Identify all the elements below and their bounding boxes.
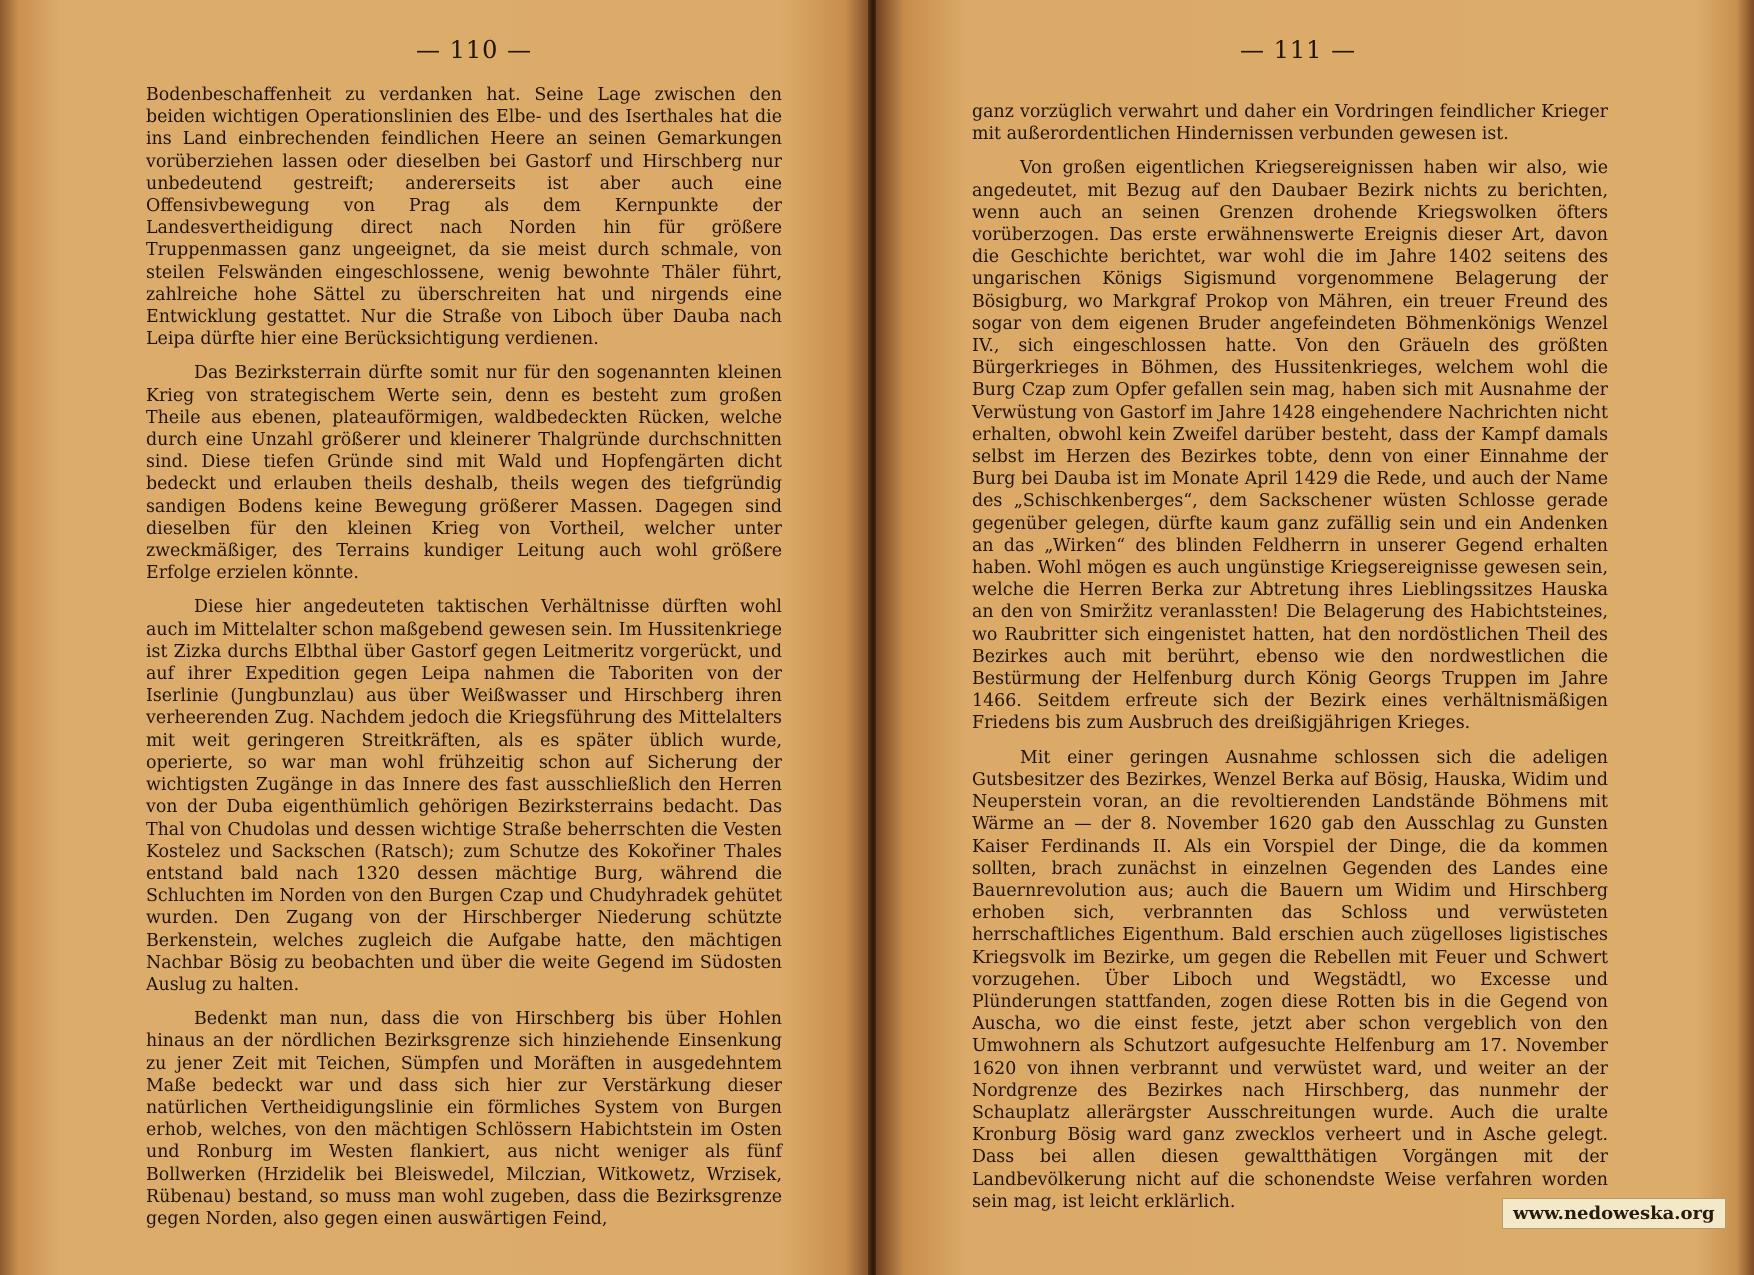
paragraph: Diese hier angedeuteten taktischen Verhältnisse dürften wohl auch im Mittelalter schon maßgebend gewesen sein. Im Hussitenkriege ist Zizka durchs Elbthal über Gastorf gegen Leitmeritz vorgerückt, und auf ihrer Expedition gegen Leipa nahmen die Taboriten von der Iserlinie (Jungbunzlau) aus über Weißwasser und Hirschberg ihren verheerenden Zug. Nachdem jedoch die Kriegsführung des Mittelalters mit weit geringeren Streitkräften, als es später üblich wurde, operierte, so war man wohl frühzeitig schon auf Sicherung der wichtigsten Zugänge in das Innere des fast ausschließlich den Herren von der Duba eigenthümlich gehörigen Bezirksterrains bedacht. Das Thal von Chudolas und dessen wichtige Straße beherrschten die Vesten Kostelez und Sackschen (Ratsch); zum Schutze des Kokořiner Thales entstand bald nach 1320 dessen mächtige Burg, während die Schluchten im Norden von den Burgen Czap und Chudyhradek gehütet wurden. Den Zugang von der Hirschberger Niederung schützte Berkenstein, welches zugleich die Aufgabe hatte, den mächtigen Nachbar Bösig zu beobachten und über die weite Gegend im Südosten Auslug zu halten. xyxy=(146,597,782,995)
page-number-left: — 110 — xyxy=(416,36,533,64)
right-page xyxy=(876,0,1754,1275)
left-page-text xyxy=(146,84,782,1230)
left-page xyxy=(0,0,872,1275)
paragraph: Von großen eigentlichen Kriegsereignissen haben wir also, wie angedeutet, mit Bezug auf den Daubaer Bezirk nichts zu berichten, wenn auch an seinen Grenzen drohende Kriegswolken öfters vorüberzogen. Das erste erwähnenswerte Ereignis dieser Art, davon die Geschichte berichtet, war wohl die im Jahre 1402 seitens des ungarischen Königs Sigismund vorgenommene Belagerung der Bösigburg, wo Markgraf Prokop von Mähren, ein treuer Freund des sogar von dem eigenen Bruder angefeindeten Böhmenkönigs Wenzel IV., sich eingeschlossen hatte. Von den Gräueln des größten Bürgerkrieges in Böhmen, des Hussitenkrieges, welchem wohl die Burg Czap zum Opfer gefallen sein mag, haben sich mit Ausnahme der Verwüstung von Gastorf im Jahre 1428 eingehendere Nachrichten nicht erhalten, obwohl kein Zweifel darüber besteht, dass der Kampf damals selbst im Herzen des Bezirkes tobte, denn von einer Einnahme der Burg bei Dauba ist im Monate April 1429 die Rede, und auch der Name des „Schischkenberges“, dem Sackschener wüsten Schlosse gerade gegenüber gelegen, dürfte kaum ganz zufällig sein und ein Andenken an das „Wirken“ des blinden Feldherrn in unserer Gegend erhalten haben. Wohl mögen es auch ungünstige Kriegsereignisse gewesen sein, welche die Herren Berka zur Abtretung ihres Lieblingssitzes Hauska an den von Smiržitz veranlassten! Die Belagerung des Habichtsteines, wo Raubritter sich eingenistet hatten, hat den nordöstlichen Theil des Bezirkes auch mit berührt, ebenso wie den nordwestlichen die Bestürmung der Helfenburg durch König Georgs Truppen im Jahre 1466. Seitdem erfreute sich der Bezirk eines verhältnismäßigen Friedens bis zum Ausbruch des dreißigjährigen Krieges. xyxy=(972,158,1608,734)
page-number-right: — 111 — xyxy=(1240,36,1357,64)
paragraph: Mit einer geringen Ausnahme schlossen sich die adeligen Gutsbesitzer des Bezirkes, Wenzel Berka auf Bösig, Hauska, Widim und Neuperstein voran, an die revoltierenden Landstände Böhmens mit Wärme an — der 8. November 1620 gab den Ausschlag zu Gunsten Kaiser Ferdinands II. Als ein Vorspiel der Dinge, die da kommen sollten, brach zunächst in einzelnen Gegenden des Landes eine Bauernrevolution aus; auch die Bauern um Widim und Hirschberg erhoben sich, verbrannten das Schloss und verwüsteten herrschaftliches Eigenthum. Bald erschien auch zügelloses ligistisches Kriegsvolk im Bezirke, um gegen die Rebellen mit Feuer und Schwert vorzugehen. Über Liboch und Wegstädtl, wo Excesse und Plünderungen stattfanden, zogen diese Rotten bis in die Gegend von Auscha, wo die einst feste, jetzt aber schon vergeblich von den Umwohnern als Schutzort aufgesuchte Helfenburg am 17. November 1620 von ihnen verbrannt und verwüstet ward, und weiter an der Nordgrenze des Bezirkes nach Hirschberg, das nunmehr der Schauplatz allerärgster Ausschreitungen wurde. Auch die uralte Kronburg Bösig ward ganz zwecklos verheert und in Asche gelegt. Dass bei allen diesen gewaltthätigen Vorgängen mit der Landbevölkerung nicht auf die schonendste Weise verfahren worden sein mag, ist leicht erklärlich. xyxy=(972,747,1608,1212)
paragraph: ganz vorzüglich verwahrt und daher ein Vordringen feindlicher Krieger mit außerordentlichen Hindernissen verbunden gewesen ist. xyxy=(972,102,1608,145)
paragraph: Bedenkt man nun, dass die von Hirschberg bis über Hohlen hinaus an der nördlichen Bezirksgrenze sich hinziehende Einsenkung zu jener Zeit mit Teichen, Sümpfen und Moräften in ausgedehntem Maße bedeckt war und dass sich hier zur Verstärkung dieser natürlichen Vertheidigungslinie ein förmliches System von Burgen erhob, welches, von den mächtigen Schlössern Habichtstein im Osten und Ronburg im Westen flankiert, aus nicht weniger als fünf Bollwerken (Hrzidelik bei Bleiswedel, Milczian, Witkowetz, Wrzisek, Rübenau) bestand, so muss man wohl zugeben, dass die Bezirksgrenze gegen Norden, also gegen einen auswärtigen Feind, xyxy=(146,1009,782,1229)
paragraph: Bodenbeschaffenheit zu verdanken hat. Seine Lage zwischen den beiden wichtigen Operationslinien des Elbe- und des Iserthales hat die ins Land einbrechenden feindlichen Heere an seinen Gemarkungen vorüberziehen lassen oder dieselben bei Gastorf und Hirschberg nur unbedeutend gestreift; andererseits ist aber auch eine Offensivbewegung von Prag als dem Kernpunkte der Landesvertheidigung direct nach Norden hin für größere Truppenmassen ganz ungeeignet, da sie meist durch schmale, von steilen Felswänden eingeschlossene, wenig bewohnte Thäler führt, zahlreiche hohe Sättel zu überschreiten hat und nirgends eine Entwicklung gestattet. Nur die Straße von Liboch über Dauba nach Leipa dürfte hier eine Berücksichtigung verdienen. xyxy=(146,85,782,350)
website-watermark: www.nedoweska.org xyxy=(1502,1198,1726,1229)
paragraph: Das Bezirksterrain dürfte somit nur für den sogenannten kleinen Krieg von strategischem Werte sein, denn es besteht zum großen Theile aus ebenen, plateauförmigen, waldbedeckten Rücken, welche durch eine Unzahl größerer und kleinerer Thalgründe durchschnitten sind. Diese tiefen Gründe sind mit Wald und Hopfengärten dicht bedeckt und erlauben theils deshalb, theils wegen des tiefgründig sandigen Bodens keine Bewegung größerer Massen. Dagegen sind dieselben für den kleinen Krieg von Vortheil, welcher unter zweckmäßiger, des Terrains kundiger Leitung auch wohl größere Erfolge erzielen könnte. xyxy=(146,363,782,584)
right-page-text xyxy=(972,101,1608,1213)
